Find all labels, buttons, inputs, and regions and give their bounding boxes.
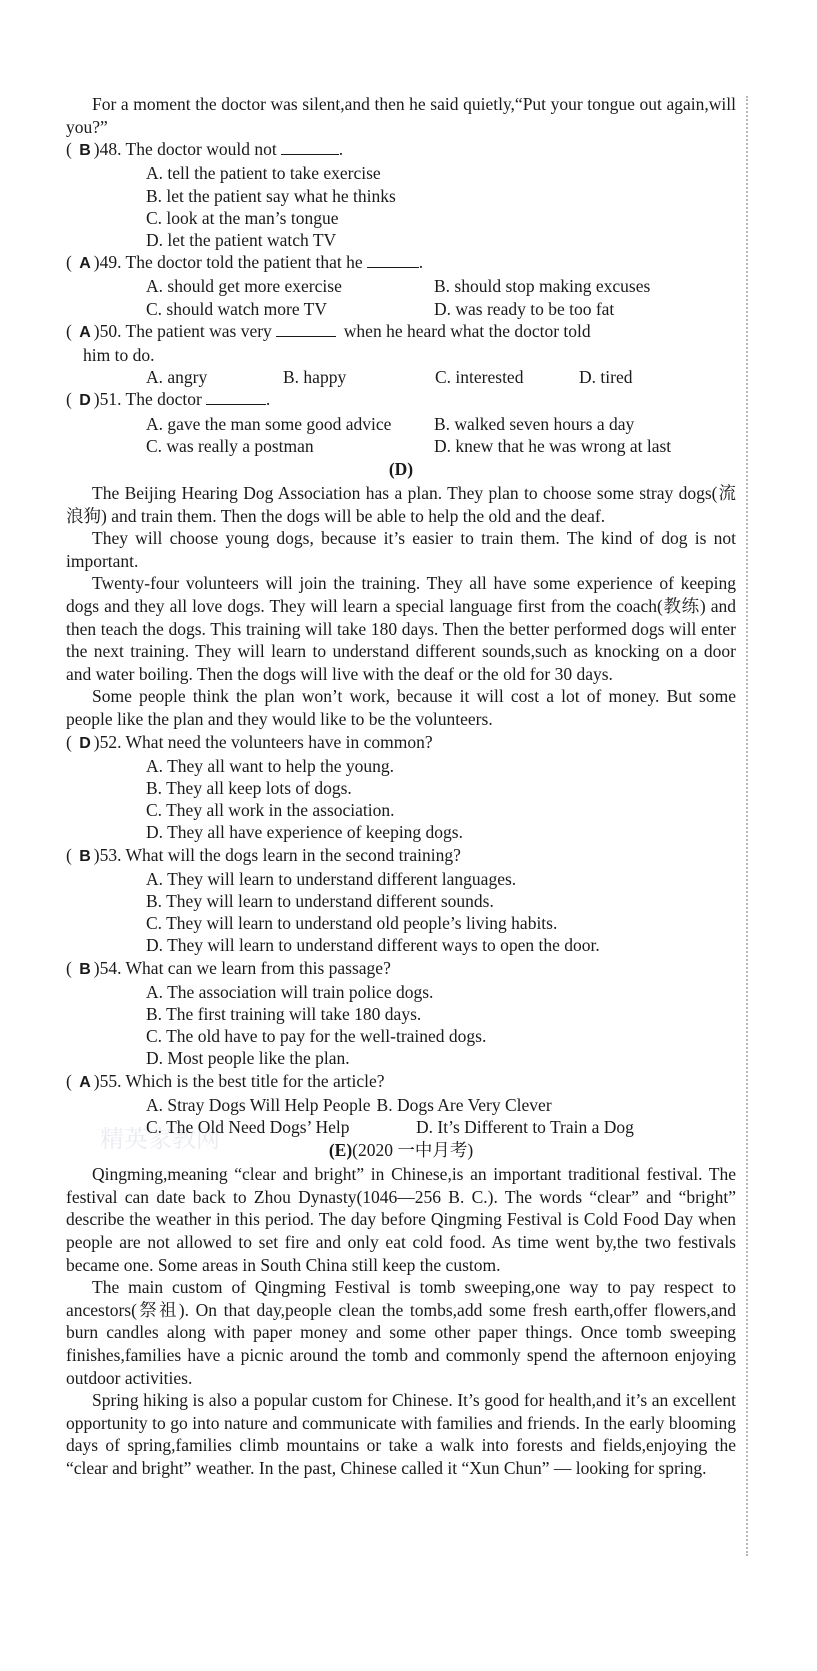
answer-mark: D bbox=[79, 734, 91, 752]
answer-blank bbox=[281, 138, 339, 155]
question-text: The doctor bbox=[125, 389, 202, 410]
answer-mark: A bbox=[79, 255, 91, 273]
question-stem: ( B )48. The doctor would not . bbox=[66, 139, 344, 160]
option-d: D. knew that he was wrong at last bbox=[434, 435, 672, 456]
option-d: D. They all have experience of keeping dogs. bbox=[146, 822, 463, 843]
passage-d-paragraph-4: Some people think the plan won’t work, because it will cost a lot of money. But some people like the plan and they would like to be the volunteers. bbox=[66, 686, 736, 729]
option-d: D. tired bbox=[579, 367, 633, 388]
question-number: 55. bbox=[99, 1070, 122, 1091]
answer-mark: B bbox=[79, 142, 91, 160]
option-d: D. Most people like the plan. bbox=[146, 1048, 350, 1069]
option-a: A. Stray Dogs Will Help People bbox=[146, 1094, 371, 1115]
option-b: B. Dogs Are Very Clever bbox=[376, 1094, 552, 1115]
passage-e-paragraph-2: The main custom of Qingming Festival is tomb sweeping,one way to pay respect to ancestors(祭祖). On that day,people clean the tombs,add some fresh earth,offer flowers,and burn candles along with paper money and some other paper things. Once tomb sweeping finishes,families have a picnic around the tomb and commonly spend the afternoon enjoying outdoor activities. bbox=[66, 1277, 736, 1388]
section-e-heading bbox=[66, 1139, 736, 1162]
option-c: C. look at the man’s tongue bbox=[146, 207, 339, 228]
options-list bbox=[66, 413, 736, 457]
question-52 bbox=[66, 731, 736, 844]
option-b: B. let the patient say what he thinks bbox=[146, 185, 396, 206]
question-text: What will the dogs learn in the second training? bbox=[125, 844, 461, 865]
answer-mark: A bbox=[79, 323, 91, 341]
options-list bbox=[66, 981, 736, 1070]
passage-d-paragraph-1: The Beijing Hearing Dog Association has a plan. They plan to choose some stray dogs(流浪狗) and train them. Then the dogs will be able to help the old and the deaf. bbox=[66, 483, 736, 526]
question-51 bbox=[66, 388, 736, 457]
section-e-source: (2020 一中月考) bbox=[352, 1140, 474, 1161]
question-55 bbox=[66, 1070, 736, 1139]
option-b: B. The first training will take 180 days. bbox=[146, 1004, 422, 1024]
option-d: D. let the patient watch TV bbox=[146, 230, 337, 250]
passage-d-paragraph-2: They will choose young dogs, because it’s easier to train them. The kind of dog is not important. bbox=[66, 528, 736, 571]
question-50 bbox=[66, 320, 736, 389]
options-row bbox=[146, 1094, 736, 1116]
option-c: C. The old have to pay for the well-trained dogs. bbox=[146, 1026, 487, 1047]
question-text: The patient was very bbox=[125, 320, 272, 341]
option-a: A. gave the man some good advice bbox=[146, 413, 392, 434]
option-b: B. walked seven hours a day bbox=[434, 413, 635, 434]
question-text: What can we learn from this passage? bbox=[125, 957, 391, 978]
question-48 bbox=[66, 138, 736, 251]
answer-blank bbox=[276, 320, 336, 337]
option-d: D. was ready to be too fat bbox=[434, 298, 615, 319]
question-stem: ( B )54. What can we learn from this passage? bbox=[66, 957, 391, 978]
options-row bbox=[146, 435, 736, 457]
question-number: 53. bbox=[99, 844, 122, 865]
options-row bbox=[146, 298, 736, 320]
question-text-continued: him to do. bbox=[83, 345, 155, 366]
question-stem: ( D )51. The doctor . bbox=[66, 389, 271, 410]
question-text: The doctor told the patient that he bbox=[125, 252, 363, 273]
option-a: A. The association will train police dogs. bbox=[146, 981, 434, 1002]
passage-e-paragraph-1: Qingming,meaning “clear and bright” in Chinese,is an important traditional festival. The festival can date back to Zhou Dynasty(1046—256 B. C.). The words “clear” and “bright” describe the weather in this period. The day before Qingming Festival is Cold Food Day when people are not allowed to set fire and only eat cold food. As time went by,the two festivals became one. Some areas in South China still keep the custom. bbox=[66, 1164, 736, 1275]
question-49 bbox=[66, 251, 736, 320]
option-c: C. They will learn to understand old people’s living habits. bbox=[146, 913, 558, 934]
question-number: 54. bbox=[99, 957, 122, 978]
question-number: 51. bbox=[99, 389, 122, 410]
options-row bbox=[146, 366, 736, 388]
answer-mark: B bbox=[79, 960, 91, 978]
question-text: What need the volunteers have in common? bbox=[125, 731, 433, 752]
answer-mark: B bbox=[79, 847, 91, 865]
options-list bbox=[66, 868, 736, 957]
options-list bbox=[66, 1094, 736, 1138]
question-54 bbox=[66, 957, 736, 1070]
passage-d-paragraph-3: Twenty-four volunteers will join the training. They all have some experience of keeping dogs and they all love dogs. They will learn a special language first from the coach(教练) and then teach the dogs. This training will take 180 days. Then the better performed dogs will enter the next training. They will learn to understand different sounds,such as knocking on a door and water boiling. Then the dogs will live with the deaf or the old for 30 days. bbox=[66, 573, 736, 684]
answer-blank bbox=[367, 251, 419, 268]
option-c: C. They all work in the association. bbox=[146, 800, 395, 821]
margin-dotted-rail bbox=[746, 96, 748, 1556]
options-list bbox=[66, 275, 736, 319]
passage-c-tail: For a moment the doctor was silent,and then he said quietly,“Put your tongue out again,will you?” bbox=[66, 94, 736, 137]
option-b: B. happy bbox=[283, 367, 347, 388]
options-row bbox=[146, 275, 736, 297]
option-b: B. should stop making excuses bbox=[434, 276, 651, 297]
option-c: C. was really a postman bbox=[146, 435, 314, 456]
question-text-after: when he heard what the doctor told bbox=[343, 320, 591, 341]
option-c: C. The Old Need Dogs’ Help bbox=[146, 1117, 350, 1138]
option-c: C. interested bbox=[435, 367, 524, 388]
question-number: 48. bbox=[99, 139, 122, 160]
options-row bbox=[146, 1116, 736, 1138]
question-number: 49. bbox=[99, 252, 122, 273]
option-b: B. They will learn to understand different sounds. bbox=[146, 890, 494, 911]
option-a: A. They will learn to understand different languages. bbox=[146, 868, 517, 889]
question-stem: ( A )49. The doctor told the patient that he . bbox=[66, 252, 424, 273]
question-number: 50. bbox=[99, 320, 122, 341]
answer-blank bbox=[206, 388, 266, 405]
options-list bbox=[66, 366, 736, 388]
option-c: C. should watch more TV bbox=[146, 298, 327, 319]
exam-page bbox=[66, 93, 736, 1480]
option-d: D. They will learn to understand different ways to open the door. bbox=[146, 935, 600, 956]
question-stem: ( A )50. The patient was very when he heard what the doctor told bbox=[66, 320, 591, 341]
option-d: D. It’s Different to Train a Dog bbox=[416, 1117, 634, 1138]
question-text: Which is the best title for the article? bbox=[125, 1070, 385, 1091]
options-list bbox=[66, 162, 736, 251]
options-row bbox=[146, 413, 736, 435]
answer-mark: D bbox=[79, 392, 91, 410]
question-stem: ( D )52. What need the volunteers have in common? bbox=[66, 731, 433, 752]
option-b: B. They all keep lots of dogs. bbox=[146, 777, 352, 798]
option-a: A. should get more exercise bbox=[146, 276, 342, 297]
question-53 bbox=[66, 844, 736, 957]
question-stem: ( B )53. What will the dogs learn in the second training? bbox=[66, 844, 461, 865]
options-list bbox=[66, 755, 736, 844]
answer-mark: A bbox=[79, 1073, 91, 1091]
section-e-label: (E) bbox=[328, 1140, 353, 1161]
option-a: A. angry bbox=[146, 367, 208, 388]
option-a: A. tell the patient to take exercise bbox=[146, 163, 381, 184]
passage-e-paragraph-3: Spring hiking is also a popular custom for Chinese. It’s good for health,and it’s an excellent opportunity to go into nature and communicate with families and friends. In the early blooming days of spring,families climb mountains or take a walk into forests and fields,enjoying the “clear and bright” weather. In the past, Chinese called it “Xun Chun” — looking for spring. bbox=[66, 1390, 736, 1478]
section-d-heading: (D) bbox=[388, 459, 414, 480]
question-stem: ( A )55. Which is the best title for the article? bbox=[66, 1070, 385, 1091]
svg-text:精英家教网: 精英家教网 bbox=[100, 1125, 220, 1153]
question-number: 52. bbox=[99, 731, 122, 752]
option-a: A. They all want to help the young. bbox=[146, 755, 395, 776]
question-text: The doctor would not bbox=[125, 139, 277, 160]
